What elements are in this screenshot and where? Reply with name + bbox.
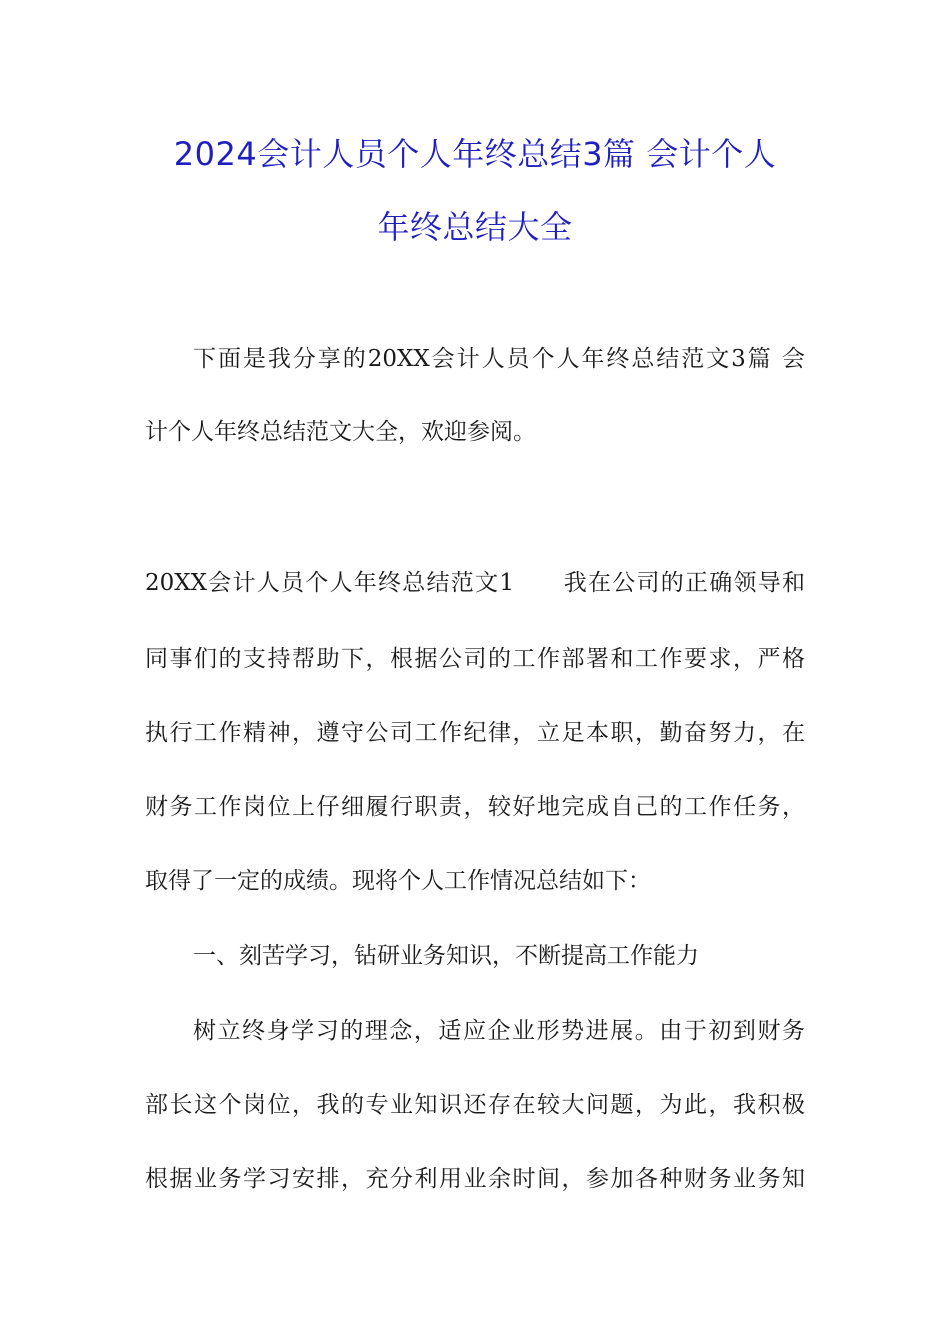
intro-line-2: 计个人年终总结范文大全，欢迎参阅。	[145, 419, 536, 445]
paragraph-line: 财务工作岗位上仔细履行职责，较好地完成自己的工作任务，	[145, 794, 805, 820]
document-title-line-1: 2024会计人员个人年终总结3篇 会计个人	[173, 135, 777, 173]
section-heading-line: 20XX会计人员个人年终总结范文1 我在公司的正确领导和	[145, 570, 805, 596]
paragraph-line: 部长这个岗位，我的专业知识还存在较大问题，为此，我积极	[145, 1092, 805, 1118]
paragraph-line: 执行工作精神，遵守公司工作纪律，立足本职，勤奋努力，在	[145, 720, 805, 746]
subheading-line: 一、刻苦学习，钻研业务知识，不断提高工作能力	[193, 943, 699, 969]
intro-line-1: 下面是我分享的20XX会计人员个人年终总结范文3篇 会	[193, 346, 805, 372]
paragraph-line: 根据业务学习安排，充分利用业余时间，参加各种财务业务知	[145, 1166, 805, 1192]
paragraph-line: 树立终身学习的理念，适应企业形势进展。由于初到财务	[193, 1018, 805, 1044]
document-title-line-2: 年终总结大全	[377, 208, 573, 246]
paragraph-line: 取得了一定的成绩。现将个人工作情况总结如下：	[145, 868, 651, 894]
paragraph-line: 同事们的支持帮助下，根据公司的工作部署和工作要求，严格	[145, 646, 805, 672]
